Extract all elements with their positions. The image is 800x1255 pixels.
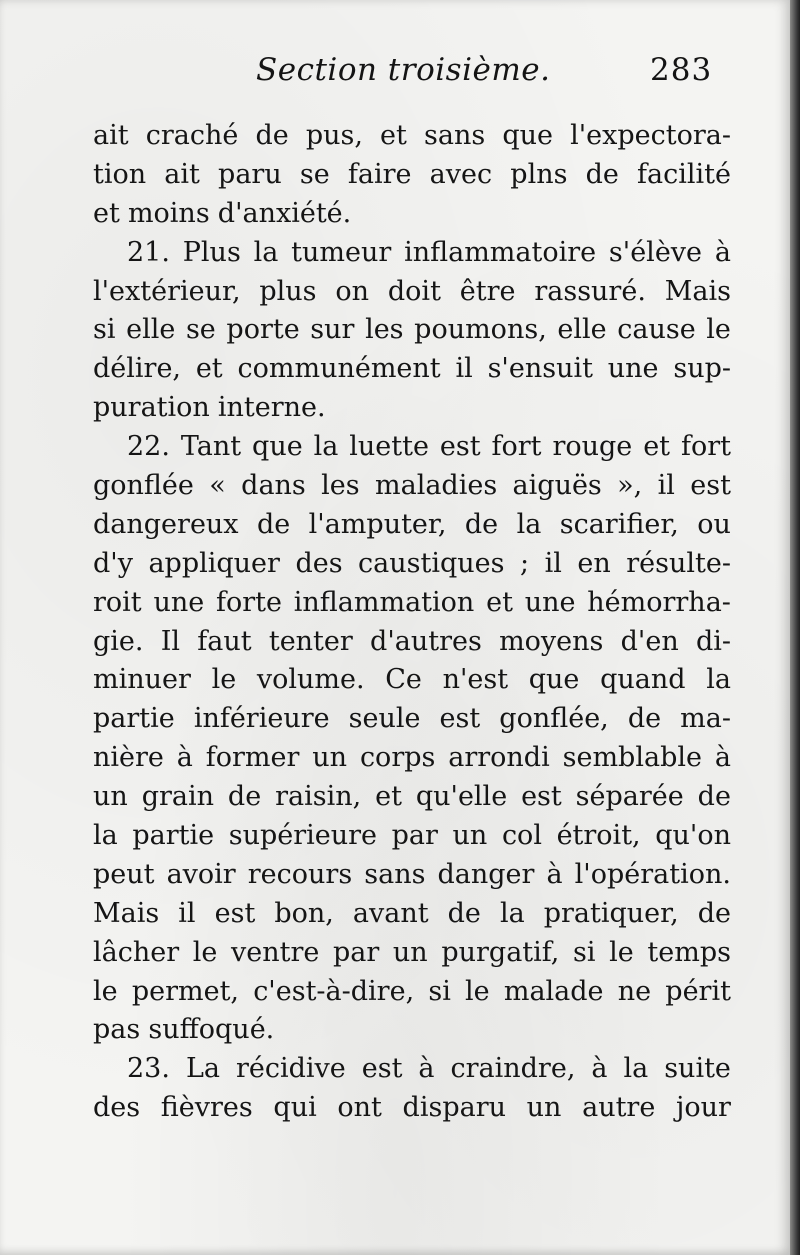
- body-text: [93, 117, 731, 1128]
- text-line: d'y appliquer des caustiques ; il en résulte-: [93, 547, 731, 579]
- text-line: partie inférieure seule est gonflée, de ma-: [93, 703, 731, 735]
- text-line: délire, et communément il s'ensuit une sup-: [93, 353, 731, 385]
- text-line: peut avoir recours sans danger à l'opération.: [93, 858, 731, 890]
- page-header: [0, 50, 790, 100]
- text-line: roit une forte inflammation et une hémorrha-: [93, 586, 731, 618]
- text-line: 23. La récidive est à craindre, à la suite: [127, 1053, 731, 1085]
- page-number: 283: [650, 52, 713, 88]
- text-line: lâcher le ventre par un purgatif, si le temps: [93, 936, 731, 968]
- text-line: puration interne.: [93, 392, 326, 424]
- text-line: un grain de raisin, et qu'elle est séparée de: [93, 781, 731, 813]
- page-edge-shadow: [790, 0, 800, 1255]
- text-line: Mais il est bon, avant de la pratiquer, de: [93, 897, 731, 929]
- text-line: nière à former un corps arrondi semblable à: [93, 742, 731, 774]
- text-line: 21. Plus la tumeur inflammatoire s'élève à: [127, 236, 731, 268]
- text-line: le permet, c'est-à-dire, si le malade ne périt: [93, 975, 731, 1007]
- text-line: ait craché de pus, et sans que l'expectora-: [93, 120, 731, 151]
- text-line: dangereux de l'amputer, de la scarifier, ou: [93, 508, 731, 540]
- text-line: si elle se porte sur les poumons, elle cause le: [93, 314, 731, 346]
- text-line: gie. Il faut tenter d'autres moyens d'en di-: [93, 625, 731, 657]
- running-title: Section troisième.: [256, 52, 551, 88]
- text-line: et moins d'anxiété.: [93, 197, 352, 229]
- text-line: 22. Tant que la luette est fort rouge et fort: [127, 431, 731, 463]
- text-line: gonflée « dans les maladies aiguës », il est: [93, 470, 731, 502]
- text-line: pas suffoqué.: [93, 1014, 275, 1046]
- text-line: minuer le volume. Ce n'est que quand la: [93, 664, 731, 696]
- text-line: l'extérieur, plus on doit être rassuré. Mais: [93, 275, 731, 307]
- text-line: tion ait paru se faire avec plns de facilité: [93, 158, 731, 190]
- text-line: la partie supérieure par un col étroit, qu'on: [93, 820, 731, 852]
- text-line: des fièvres qui ont disparu un autre jour: [93, 1092, 731, 1124]
